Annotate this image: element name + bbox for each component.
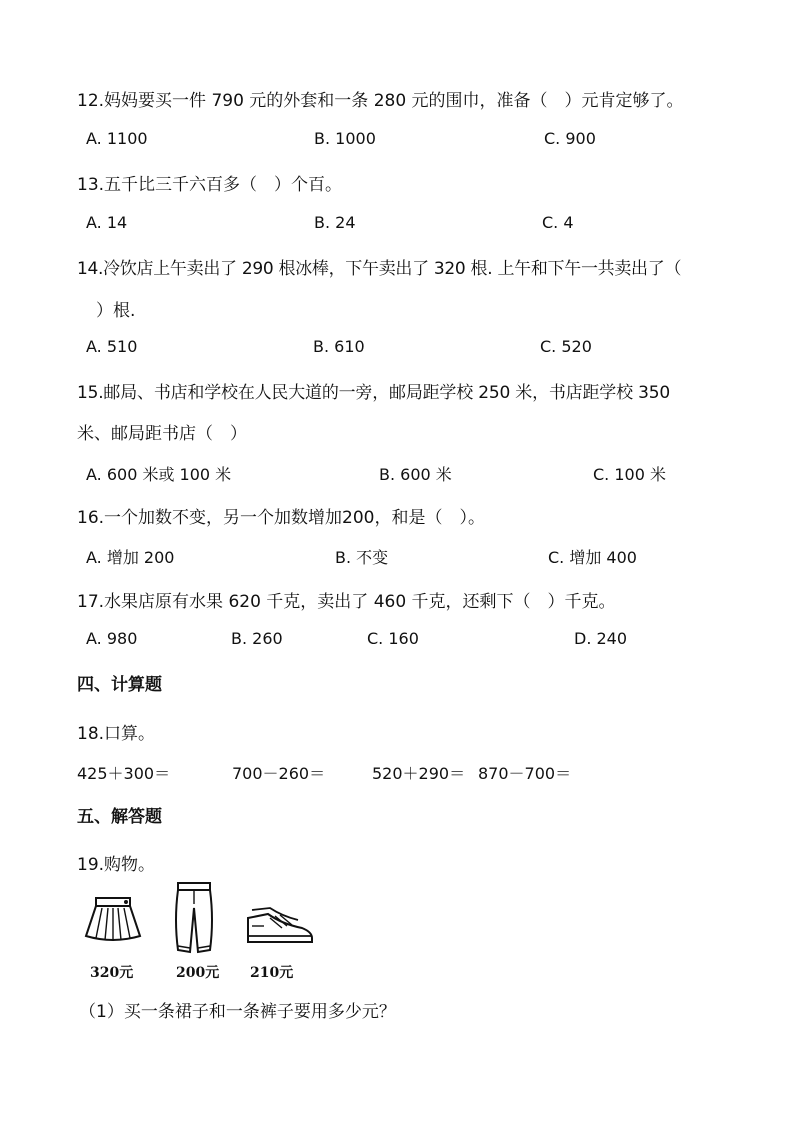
question-19-stem: 19.购物。 (77, 855, 156, 875)
question-17-option-b[interactable]: B. 260 (231, 629, 283, 648)
question-17-stem: 17.水果店原有水果 620 千克，卖出了 460 千克，还剩下（ ）千克。 (77, 592, 616, 612)
section-4-title: 四、计算题 (77, 675, 162, 695)
question-17-option-a[interactable]: A. 980 (86, 629, 138, 648)
question-16-stem: 16.一个加数不变，另一个加数增加200，和是（ ）。 (77, 508, 485, 528)
calc-expression-1: 425＋300＝ (77, 764, 171, 783)
question-13-stem: 13.五千比三千六百多（ ）个百。 (77, 175, 343, 195)
question-14-option-c[interactable]: C. 520 (540, 337, 592, 356)
calc-expression-3: 520＋290＝ (372, 764, 466, 783)
skirt-icon (82, 892, 144, 948)
pants-icon (170, 880, 218, 962)
question-13-option-a[interactable]: A. 14 (86, 213, 128, 232)
skirt-price: 320元 (90, 965, 134, 981)
question-14-stem: 14.冷饮店上午卖出了 290 根冰棒，下午卖出了 320 根. 上午和下午一共卖出了（ (77, 259, 682, 279)
question-13-option-b[interactable]: B. 24 (314, 213, 356, 232)
question-15-stem-continued: 米、邮局距书店（ ） (77, 424, 247, 444)
question-15-option-a[interactable]: A. 600 米或 100 米 (86, 465, 232, 484)
question-14-stem-continued: ）根. (96, 301, 136, 321)
calc-expression-4: 870－700＝ (478, 764, 572, 783)
calc-expression-2: 700－260＝ (232, 764, 326, 783)
pants-price: 200元 (176, 965, 220, 981)
question-15-option-b[interactable]: B. 600 米 (379, 465, 452, 484)
question-15-option-c[interactable]: C. 100 米 (593, 465, 666, 484)
question-14-option-b[interactable]: B. 610 (313, 337, 365, 356)
question-18-stem: 18.口算。 (77, 724, 156, 744)
question-17-option-d[interactable]: D. 240 (574, 629, 628, 648)
question-17-option-c[interactable]: C. 160 (367, 629, 419, 648)
question-16-option-b[interactable]: B. 不变 (335, 548, 389, 567)
question-12-option-b[interactable]: B. 1000 (314, 129, 376, 148)
question-13-option-c[interactable]: C. 4 (542, 213, 574, 232)
question-16-option-a[interactable]: A. 增加 200 (86, 548, 175, 567)
question-12-option-a[interactable]: A. 1100 (86, 129, 148, 148)
question-12-stem: 12.妈妈要买一件 790 元的外套和一条 280 元的围巾，准备（ ）元肯定够了。 (77, 91, 684, 111)
question-16-option-c[interactable]: C. 增加 400 (548, 548, 637, 567)
question-19-part-1: （1）买一条裙子和一条裤子要用多少元？ (79, 1002, 396, 1022)
shoes-price: 210元 (250, 965, 294, 981)
question-14-option-a[interactable]: A. 510 (86, 337, 138, 356)
section-5-title: 五、解答题 (77, 807, 162, 827)
question-15-stem: 15.邮局、书店和学校在人民大道的一旁，邮局距学校 250 米，书店距学校 350 (77, 383, 670, 403)
question-12-option-c[interactable]: C. 900 (544, 129, 596, 148)
shoes-icon (242, 906, 316, 950)
